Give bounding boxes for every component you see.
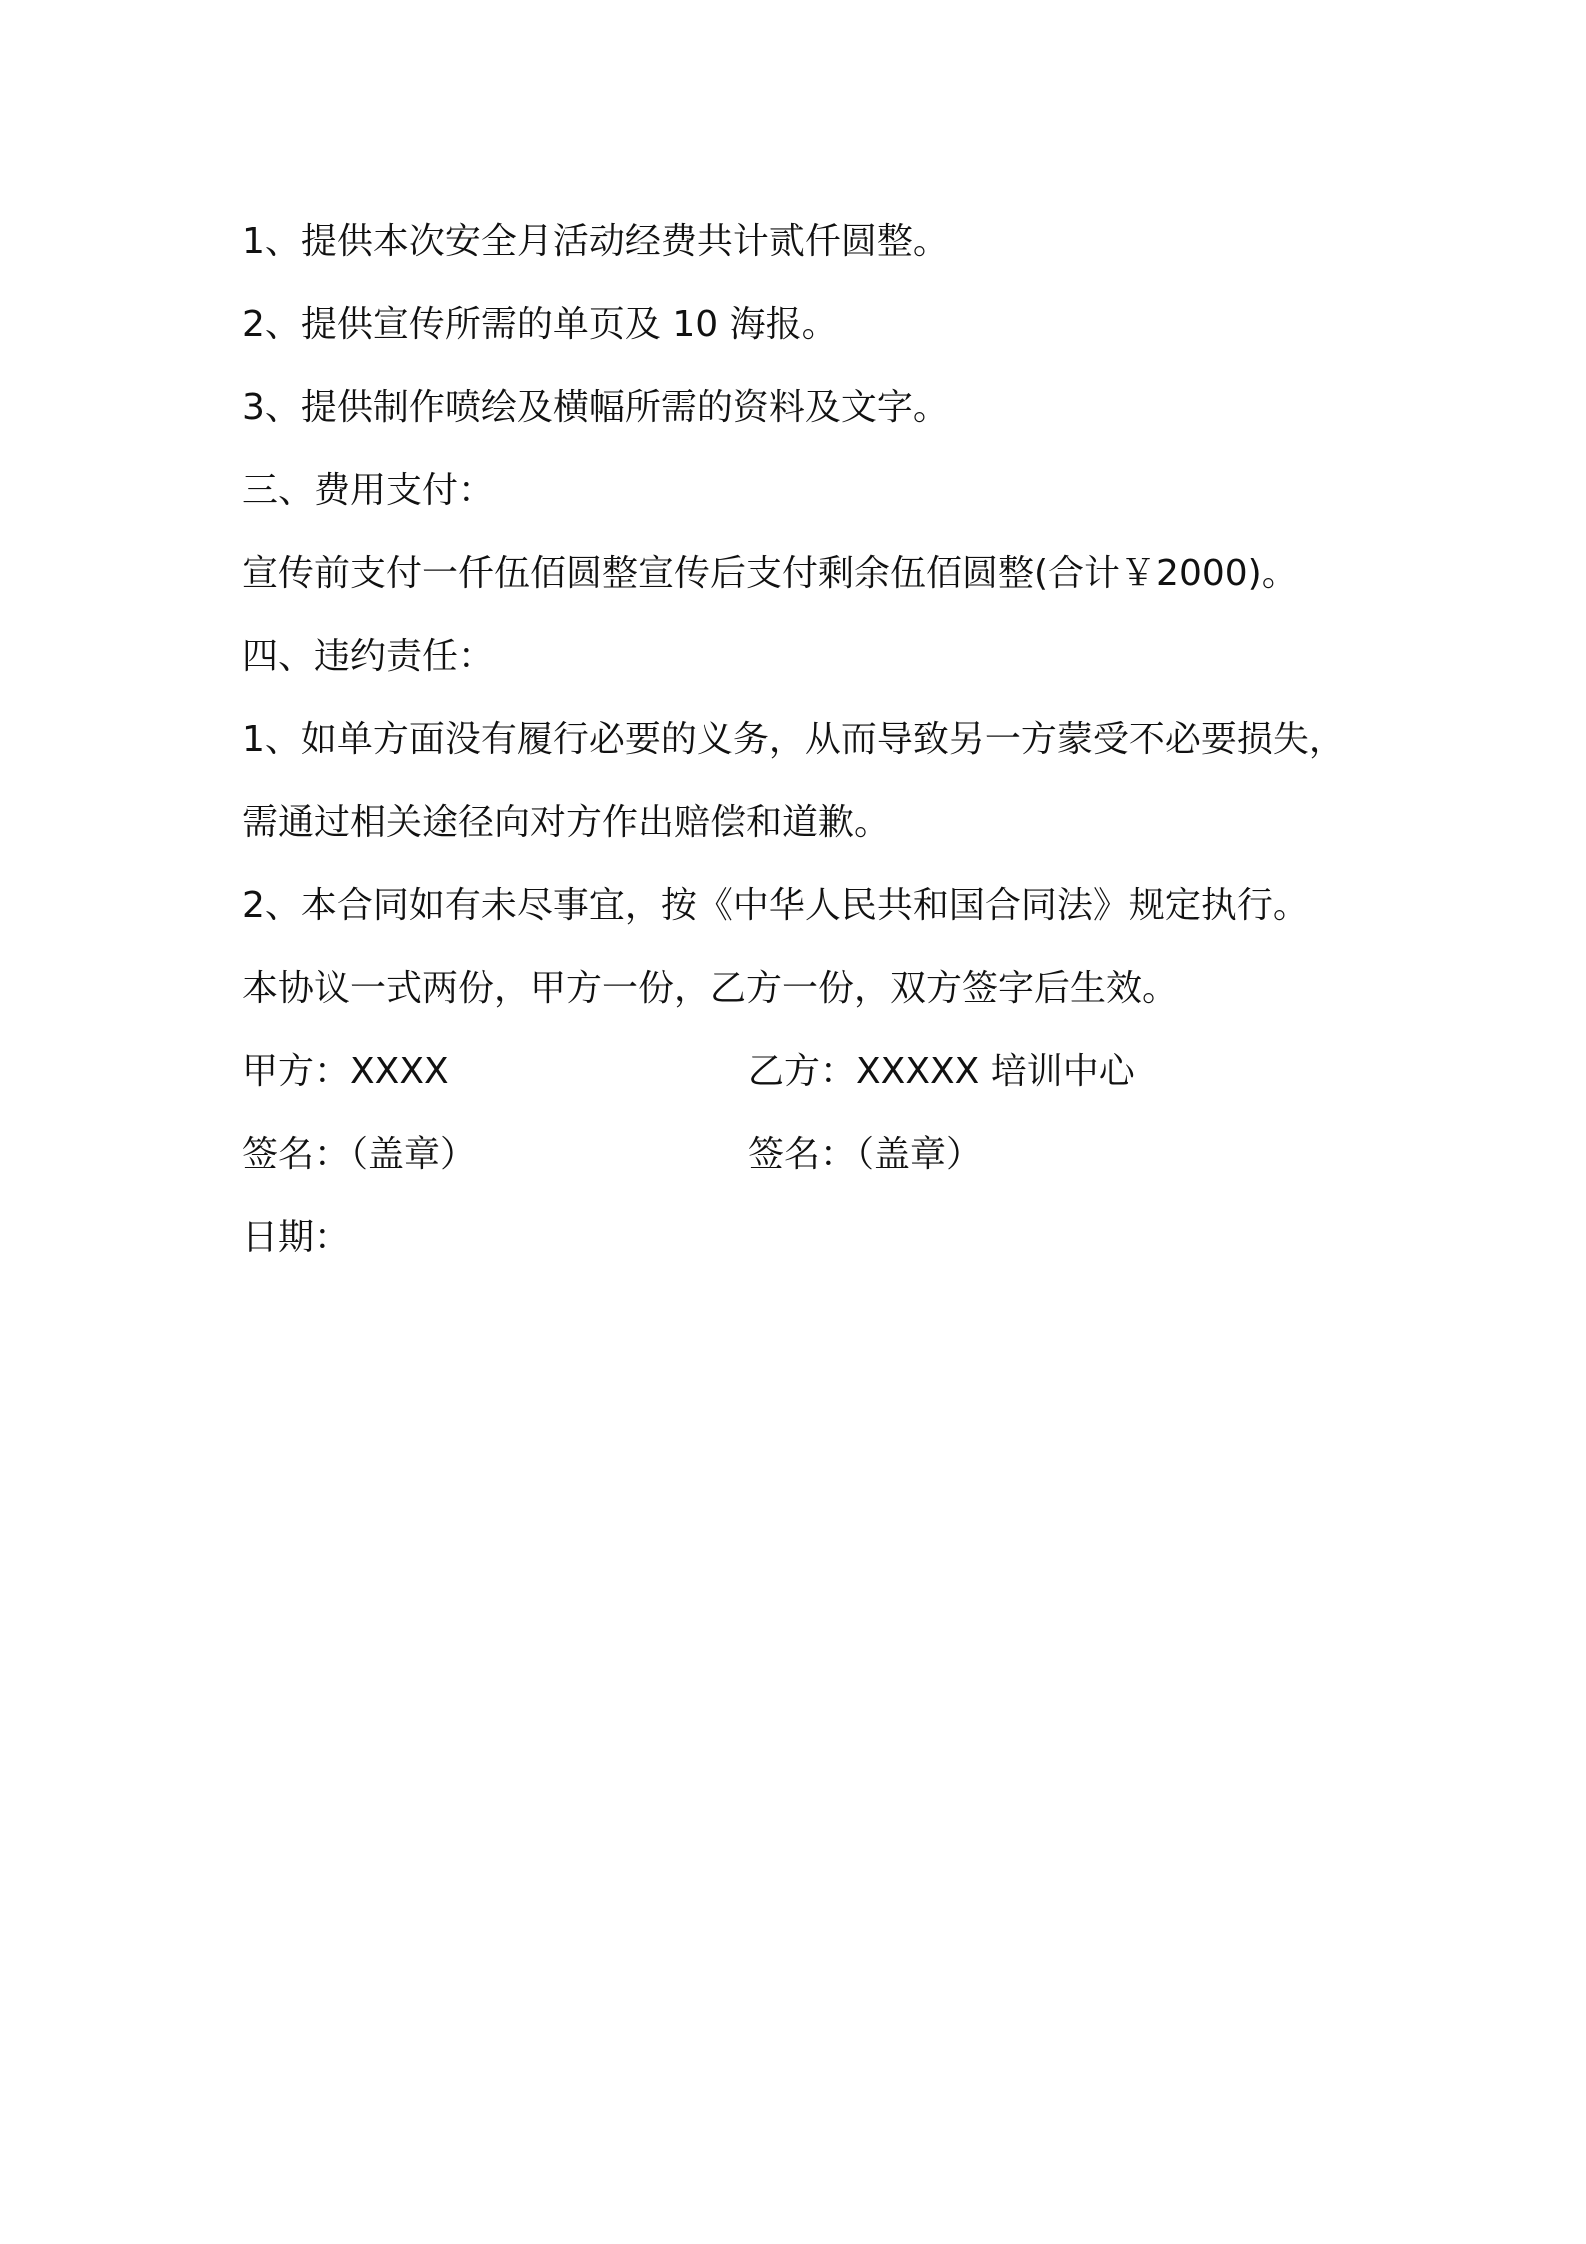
signature-row <box>242 1113 1392 1196</box>
section-heading-payment: 三、费用支付： <box>242 470 495 511</box>
signature-b: 签名：（盖章） <box>748 1134 983 1175</box>
breach-clause-1-line-2: 需通过相关途径向对方作出赔偿和道歉。 <box>242 802 891 843</box>
breach-clause-2: 2、本合同如有未尽事宜，按《中华人民共和国合同法》规定执行。 <box>242 885 1309 926</box>
document-body <box>242 200 1392 1279</box>
section-heading-breach: 四、违约责任： <box>242 636 495 677</box>
breach-clause-1-line-1: 1、如单方面没有履行必要的义务，从而导致另一方蒙受不必要损失， <box>242 719 1345 760</box>
payment-text: 宣传前支付一仟伍佰圆整宣传后支付剩余伍佰圆整(合计￥2000)。 <box>242 553 1298 594</box>
clause-line-3: 3、提供制作喷绘及横幅所需的资料及文字。 <box>242 387 949 428</box>
date-label: 日期： <box>242 1217 351 1258</box>
signature-a: 签名：（盖章） <box>242 1134 477 1175</box>
agreement-copies: 本协议一式两份，甲方一份，乙方一份，双方签字后生效。 <box>242 968 1179 1009</box>
clause-line-2: 2、提供宣传所需的单页及 10 海报。 <box>242 304 838 345</box>
party-b: 乙方：XXXXX 培训中心 <box>748 1051 1135 1092</box>
party-a: 甲方：XXXX <box>242 1051 449 1092</box>
party-row <box>242 1030 1392 1113</box>
clause-line-1: 1、提供本次安全月活动经费共计贰仟圆整。 <box>242 221 949 262</box>
